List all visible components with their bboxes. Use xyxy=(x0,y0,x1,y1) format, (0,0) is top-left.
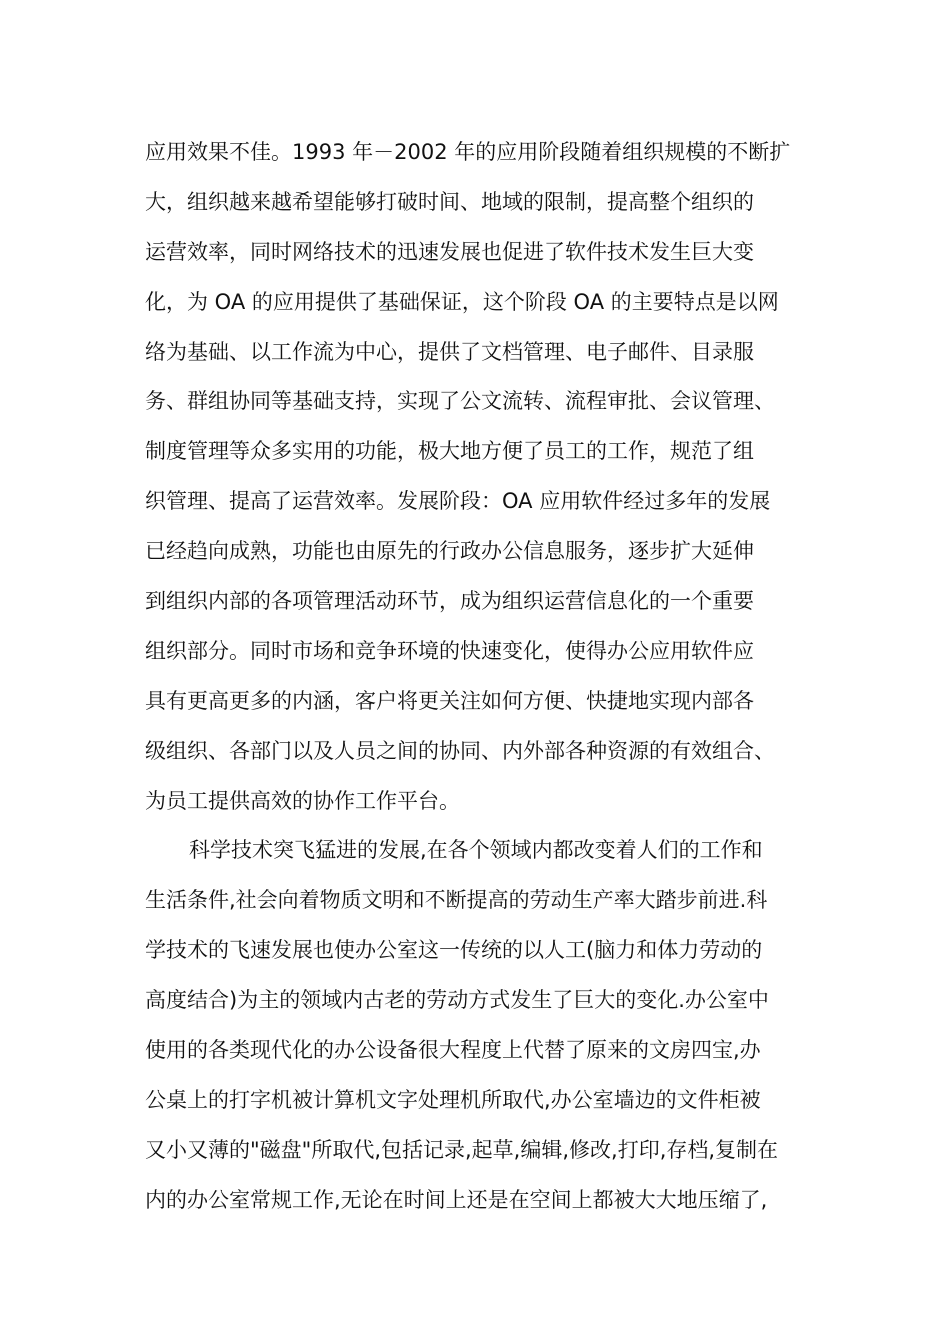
paragraph-1-line-11: 组织部分。同时市场和竞争环境的快速变化，使得办公应用软件应 xyxy=(145,638,754,663)
paragraph-1-line-10: 到组织内部的各项管理活动环节，成为组织运营信息化的一个重要 xyxy=(145,589,754,614)
paragraph-1-line-14: 为员工提供高效的协作工作平台。 xyxy=(145,788,460,813)
document-body xyxy=(145,132,825,1230)
paragraph-1-line-5: 络为基础、以工作流为中心，提供了文档管理、电子邮件、目录服 xyxy=(145,339,754,364)
paragraph-2-line-7: 又小又薄的"磁盘"所取代,包括记录,起草,编辑,修改,打印,存档,复制在 xyxy=(145,1137,779,1162)
paragraph-2-line-4: 高度结合)为主的领域内古老的劳动方式发生了巨大的变化.办公室中 xyxy=(145,988,769,1013)
paragraph-2-line-5: 使用的各类现代化的办公设备很大程度上代替了原来的文房四宝,办 xyxy=(145,1038,761,1063)
paragraph-2-line-6: 公桌上的打字机被计算机文字处理机所取代,办公室墙边的文件柜被 xyxy=(145,1087,761,1112)
paragraph-2-line-1: 科学技术突飞猛进的发展,在各个领域内都改变着人们的工作和 xyxy=(189,838,763,863)
paragraph-1-line-3: 运营效率，同时网络技术的迅速发展也促进了软件技术发生巨大变 xyxy=(145,239,754,264)
paragraph-1-line-6: 务、群组协同等基础支持，实现了公文流转、流程审批、会议管理、 xyxy=(145,389,775,414)
paragraph-1-line-13: 级组织、各部门以及人员之间的协同、内外部各种资源的有效组合、 xyxy=(145,738,775,763)
paragraph-2-line-8: 内的办公室常规工作,无论在时间上还是在空间上都被大大地压缩了, xyxy=(145,1187,768,1212)
paragraph-1-line-8: 织管理、提高了运营效率。发展阶段：OA 应用软件经过多年的发展 xyxy=(145,489,771,514)
paragraph-1-line-12: 具有更高更多的内涵，客户将更关注如何方便、快捷地实现内部各 xyxy=(145,688,754,713)
paragraph-1-line-2: 大，组织越来越希望能够打破时间、地域的限制，提高整个组织的 xyxy=(145,189,754,214)
paragraph-1-line-9: 已经趋向成熟，功能也由原先的行政办公信息服务，逐步扩大延伸 xyxy=(145,539,754,564)
paragraph-2-line-2: 生活条件,社会向着物质文明和不断提高的劳动生产率大踏步前进.科 xyxy=(145,888,768,913)
paragraph-1-line-1: 应用效果不佳。1993 年－2002 年的应用阶段随着组织规模的不断扩 xyxy=(145,140,791,164)
paragraph-1-line-4: 化，为 OA 的应用提供了基础保证，这个阶段 OA 的主要特点是以网 xyxy=(145,289,779,314)
paragraph-2-line-3: 学技术的飞速发展也使办公室这一传统的以人工(脑力和体力劳动的 xyxy=(145,938,763,963)
paragraph-1-line-7: 制度管理等众多实用的功能，极大地方便了员工的工作，规范了组 xyxy=(145,439,754,464)
